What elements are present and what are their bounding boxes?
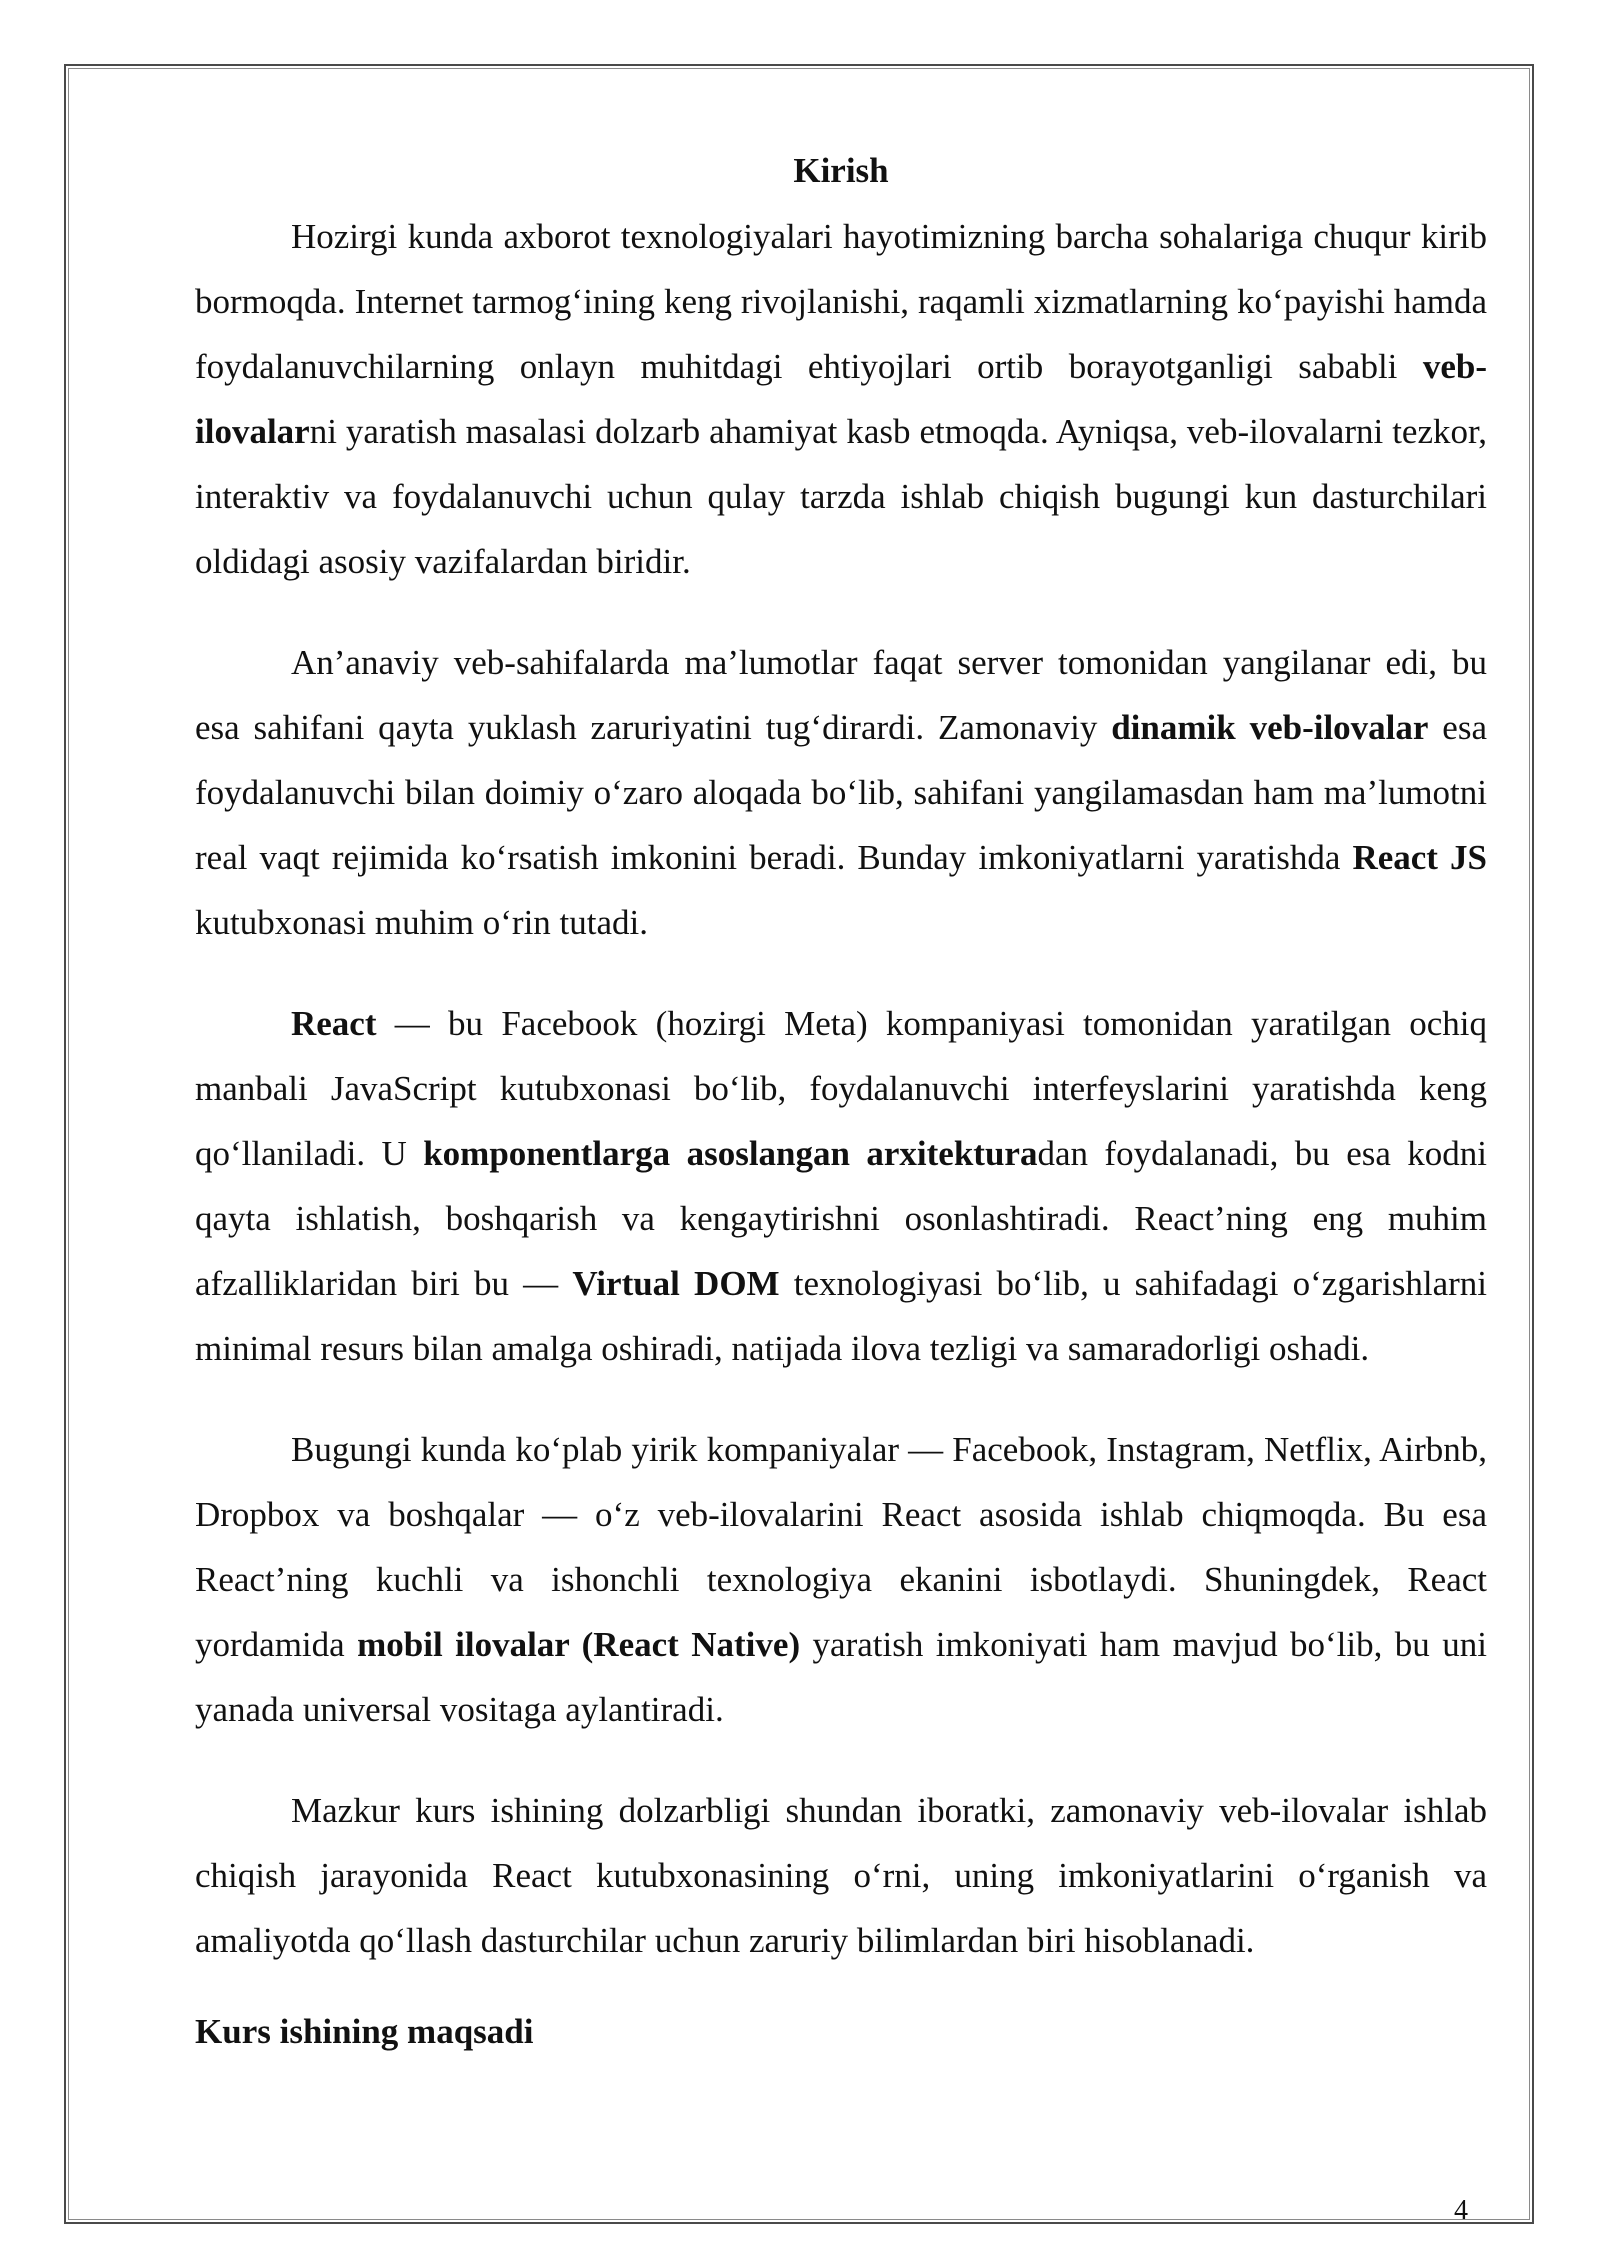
paragraph-bold-text: veb-ilovalar bbox=[195, 347, 1487, 451]
paragraph-text: An’anaviy veb-sahifalarda ma’lumotlar faqat server tomonidan yangilanar edi, bu esa sahifani qayta yuklash zaruriyatini tug‘dirardi. Zamonaviy bbox=[195, 643, 1487, 747]
paragraph-bold-text: komponentlarga asoslangan arxitektura bbox=[423, 1134, 1038, 1173]
paragraph bbox=[195, 204, 1487, 594]
paragraph-text: texnologiyasi bo‘lib, u sahifadagi o‘zgarishlarni minimal resurs bilan amalga oshiradi, natijada ilova tezligi va samaradorligi oshadi. bbox=[195, 1264, 1487, 1368]
paragraph-text: esa foydalanuvchi bilan doimiy o‘zaro aloqada bo‘lib, sahifani yangilamasdan ham ma’lumotni real vaqt rejimida ko‘rsatish imkonini beradi. Bunday imkoniyatlarni yaratishda bbox=[195, 708, 1487, 877]
paragraph bbox=[195, 991, 1487, 1381]
page-number: 4 bbox=[1454, 2195, 1468, 2226]
paragraph-text: dan foydalanadi, bu esa kodni qayta ishlatish, boshqarish va kengaytirishni osonlashtiradi. React’ning eng muhim afzalliklaridan biri bu — bbox=[195, 1134, 1488, 1303]
paragraph-text: kutubxonasi muhim o‘rin tutadi. bbox=[195, 903, 649, 942]
section-heading: Kurs ishining maqsadi bbox=[195, 2012, 534, 2051]
paragraph-text: Bugungi kunda ko‘plab yirik kompaniyalar — Facebook, Instagram, Netflix, Airbnb, Dropbox va boshqalar — o‘z veb-ilovalarini React asosida ishlab chiqmoqda. Bu esa React’ning kuchli va ishonchli texnologiya ekanini isbotlaydi. Shuningdek, React yordamida bbox=[195, 1430, 1487, 1664]
paragraph-bold-text: React JS bbox=[1352, 838, 1487, 877]
paragraph bbox=[195, 1417, 1487, 1742]
document-body bbox=[195, 146, 1487, 2057]
paragraph-bold-text: mobil ilovalar (React Native) bbox=[357, 1625, 801, 1664]
paragraph-text: ni yaratish masalasi dolzarb ahamiyat kasb etmoqda. Ayniqsa, veb-ilovalarni tezkor, interaktiv va foydalanuvchi uchun qulay tarzda ishlab chiqish bugungi kun dasturchilari oldidagi asosiy vazifalardan biridir. bbox=[195, 412, 1487, 581]
paragraph-text: Hozirgi kunda axborot texnologiyalari hayotimizning barcha sohalariga chuqur kirib bormoqda. Internet tarmog‘ining keng rivojlanishi, raqamli xizmatlarning ko‘payishi hamda foydalanuvchilarning onlayn muhitdagi ehtiyojlari ortib borayotganligi sababli bbox=[195, 217, 1487, 386]
paragraph-text: Mazkur kurs ishining dolzarbligi shundan iboratki, zamonaviy veb-ilovalar ishlab chiqish jarayonida React kutubxonasining o‘rni, uning imkoniyatlarini o‘rganish va amaliyotda qo‘llash dasturchilar uchun zaruriy bilimlardan biri hisoblanadi. bbox=[195, 1791, 1487, 1960]
paragraph-bold-text: dinamik veb-ilovalar bbox=[1111, 708, 1429, 747]
document-title: Kirish bbox=[793, 151, 889, 190]
paragraph-text: — bu Facebook (hozirgi Meta) kompaniyasi tomonidan yaratilgan ochiq manbali JavaScript kutubxonasi bo‘lib, foydalanuvchi interfeyslarini yaratishda keng qo‘llaniladi. U bbox=[195, 1004, 1487, 1173]
paragraph-bold-text: React bbox=[291, 1004, 377, 1043]
paragraph bbox=[195, 1778, 1487, 1973]
paragraph-bold-text: Virtual DOM bbox=[572, 1264, 780, 1303]
paragraph bbox=[195, 630, 1487, 955]
paragraph-text: yaratish imkoniyati ham mavjud bo‘lib, bu uni yanada universal vositaga aylantiradi. bbox=[195, 1625, 1487, 1729]
